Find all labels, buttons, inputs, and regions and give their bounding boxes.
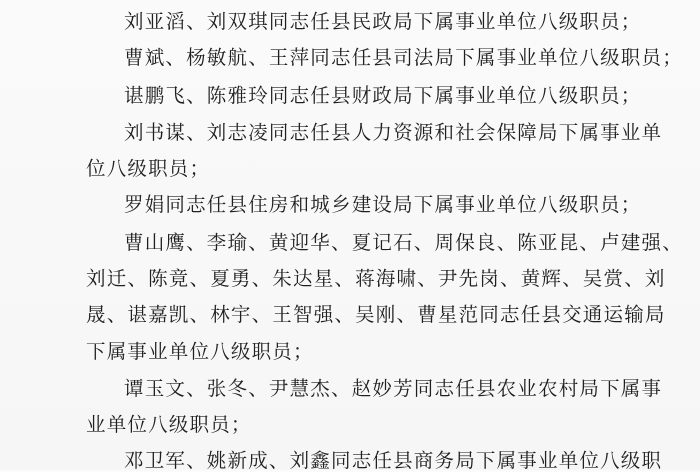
text-line: 晟、谌嘉凯、林宇、王智强、吴刚、曹星范同志任县交通运输局 xyxy=(86,303,666,326)
text-line: 刘迁、陈竟、夏勇、朱达星、蒋海啸、尹先岗、黄辉、吴赏、刘 xyxy=(86,267,666,290)
text-line: 谭玉文、张冬、尹慧杰、赵妙芳同志任县农业农村局下属事 xyxy=(124,377,663,400)
text-line: 位八级职员； xyxy=(86,157,211,180)
text-line: 下属事业单位八级职员； xyxy=(86,340,314,363)
text-line: 刘亚滔、刘双琪同志任县民政局下属事业单位八级职员； xyxy=(124,10,642,33)
text-line: 业单位八级职员； xyxy=(86,413,252,436)
text-line: 谌鹏飞、陈雅玲同志任县财政局下属事业单位八级职员； xyxy=(124,84,642,107)
text-line: 曹斌、杨敏航、王萍同志任县司法局下属事业单位八级职员； xyxy=(124,46,683,69)
text-line: 刘书谋、刘志凌同志任县人力资源和社会保障局下属事业单 xyxy=(124,121,663,144)
text-line: 邓卫军、姚新成、刘鑫同志任县商务局下属事业单位八级职 xyxy=(124,449,663,472)
text-line: 曹山鹰、李瑜、黄迎华、夏记石、周保良、陈亚昆、卢建强、 xyxy=(124,231,683,254)
text-line: 罗娟同志任县住房和城乡建设局下属事业单位八级职员； xyxy=(124,193,642,216)
